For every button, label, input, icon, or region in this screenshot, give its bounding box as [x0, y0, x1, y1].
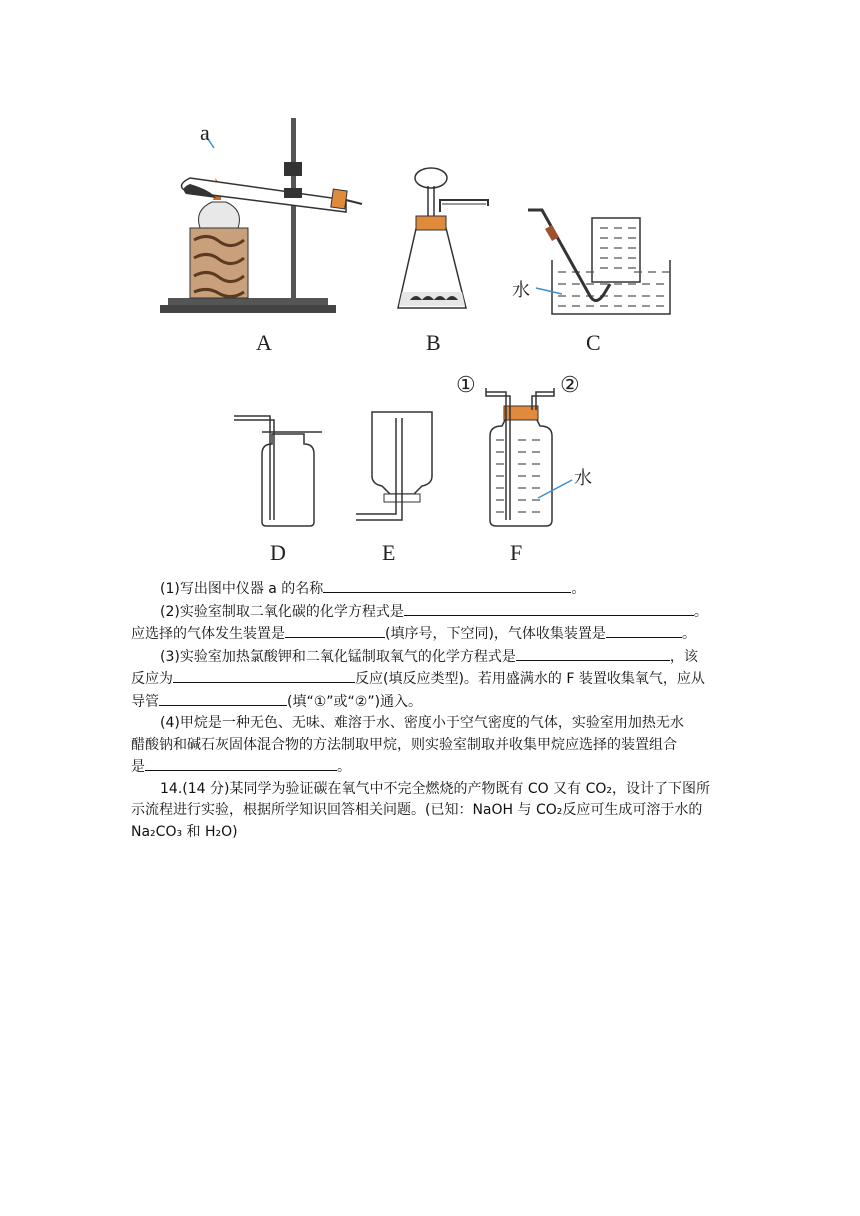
apparatus-e [356, 412, 432, 565]
q2-line2-a: 应选择的气体发生装置是 [131, 626, 285, 642]
q2-prompt: (2)实验室制取二氧化碳的化学方程式是 [160, 603, 404, 620]
q2-line-2 [131, 623, 731, 646]
q4-line-1: (4)甲烷是一种无色、无味、难溶于水、密度小于空气密度的气体，实验室用加热无水 [160, 715, 684, 731]
apparatus-c [512, 210, 670, 355]
q4-combination-blank[interactable] [145, 756, 337, 771]
q3-tube-blank[interactable] [159, 691, 287, 706]
label-a: a [200, 120, 210, 145]
q3-equation-blank[interactable] [516, 646, 670, 661]
q2-equation-blank[interactable] [404, 601, 694, 616]
q4-line3-a: 是 [131, 759, 145, 775]
q3-line2-b: 反应(填反应类型)。若用盛满水的 F 装置收集氧气，应从 [355, 671, 705, 687]
q1-line [131, 578, 731, 601]
q2-suffix: 。 [693, 603, 708, 620]
q14-line-3: Na₂CO₃ 和 H₂O) [131, 823, 238, 840]
q2-line2-b: (填序号，下空同)，气体收集装置是 [385, 626, 606, 642]
q1-suffix: 。 [571, 581, 586, 597]
q2-generator-blank[interactable] [285, 623, 385, 638]
label-D: D [270, 540, 286, 565]
label-water-c: 水 [512, 280, 530, 301]
apparatus-f [456, 372, 592, 565]
q14-line-1: 14.(14 分)某同学为验证碳在氧气中不完全燃烧的产物既有 CO 又有 CO₂，设计了下图所 [160, 780, 711, 797]
label-port-1: ① [456, 372, 476, 397]
q3-line3-b: (填“①”或“②”)通入。 [287, 693, 423, 710]
q2-line-1 [131, 601, 731, 624]
q4-line-2: 醋酸钠和碱石灰固体混合物的方法制取甲烷，则实验室制取并收集甲烷应选择的装置组合 [131, 736, 677, 753]
question-block [131, 578, 731, 843]
q4-line3-b: 。 [337, 759, 351, 775]
label-B: B [426, 330, 441, 355]
label-water-f: 水 [574, 468, 592, 489]
apparatus-figure [150, 100, 710, 570]
q3-line-1 [131, 646, 731, 669]
q3-line-2 [131, 668, 731, 691]
q3-line-3 [131, 691, 731, 714]
q4-line-3 [131, 756, 731, 779]
q3-suffix: ，该 [669, 648, 698, 665]
label-C: C [586, 330, 601, 355]
label-port-2: ② [560, 372, 580, 397]
q3-prompt: (3)实验室加热氯酸钾和二氧化锰制取氧气的化学方程式是 [160, 648, 516, 665]
apparatus-a [160, 118, 362, 355]
label-F: F [510, 540, 523, 565]
label-A: A [256, 330, 272, 355]
q3-line2-a: 反应为 [131, 671, 173, 687]
q2-line2-c: 。 [681, 626, 696, 642]
q14-line-2: 示流程进行实验，根据所学知识回答相关问题。(已知：NaOH 与 CO₂反应可生成可溶于水的 [131, 802, 703, 818]
q3-reaction-type-blank[interactable] [173, 668, 355, 683]
q2-collector-blank[interactable] [606, 623, 682, 638]
q1-prompt: (1)写出图中仪器 a 的名称 [160, 581, 324, 597]
apparatus-d [234, 416, 322, 565]
q1-answer-blank[interactable] [323, 578, 571, 593]
q3-line3-a: 导管 [131, 693, 159, 710]
apparatus-b [398, 160, 488, 355]
label-E: E [382, 540, 396, 565]
